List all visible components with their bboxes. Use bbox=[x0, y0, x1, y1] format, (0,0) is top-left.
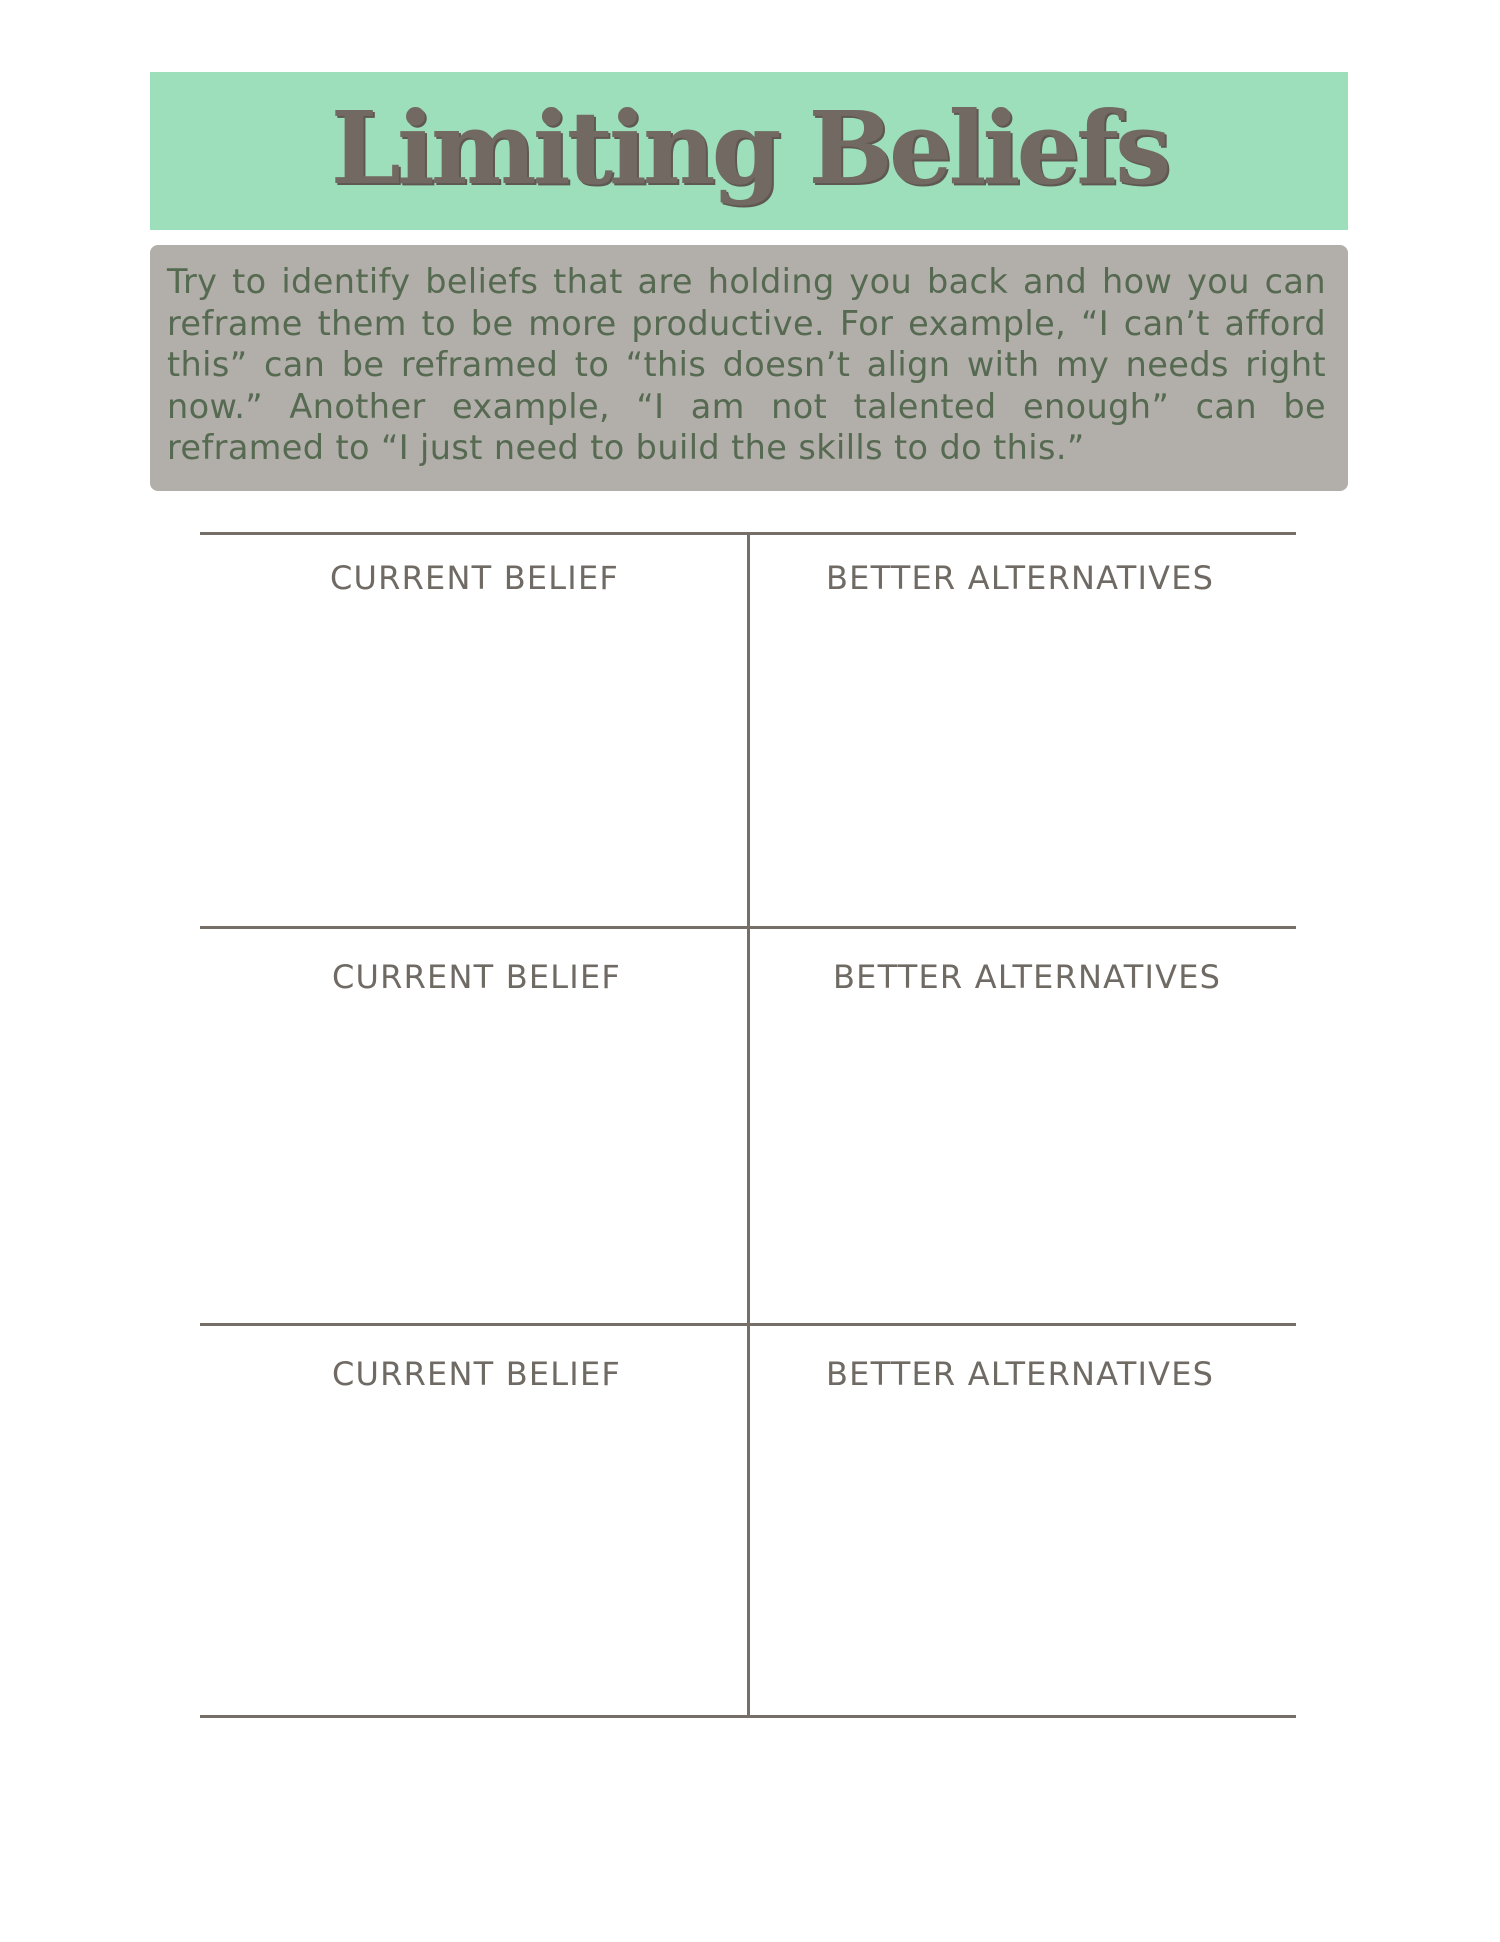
beliefs-table bbox=[200, 532, 1296, 1718]
better-alternatives-header-1: BETTER ALTERNATIVES bbox=[826, 559, 1215, 597]
current-belief-header-1: CURRENT BELIEF bbox=[330, 559, 619, 597]
better-alternatives-header-3: BETTER ALTERNATIVES bbox=[826, 1355, 1215, 1393]
current-belief-header-2: CURRENT BELIEF bbox=[332, 958, 621, 996]
page-title: Limiting Beliefs bbox=[330, 89, 1168, 207]
better-alternatives-header-2: BETTER ALTERNATIVES bbox=[833, 958, 1222, 996]
current-belief-header-3: CURRENT BELIEF bbox=[332, 1355, 621, 1393]
intro-text: Try to identify beliefs that are holding you back and how you can reframe them to be more productive. For example, “I can’t afford this” can be reframed to “this doesn’t align with my needs right now.” Another example, “I am not talented enough” can be reframed to “I just need to build the skills to do this.” bbox=[167, 262, 1326, 467]
title-banner bbox=[150, 72, 1348, 230]
intro-box bbox=[150, 245, 1348, 491]
